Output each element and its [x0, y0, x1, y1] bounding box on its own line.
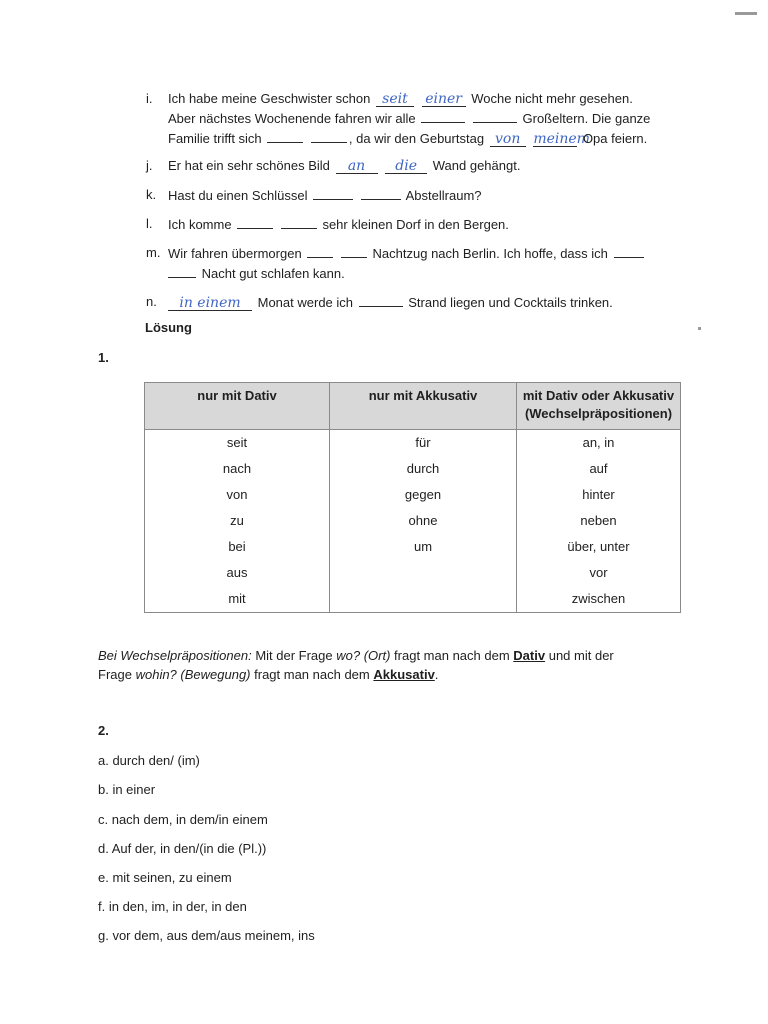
answer-item: b. in einer [98, 782, 156, 797]
answer-item: f. in den, im, in der, in den [98, 899, 247, 914]
table-cell: vor [517, 560, 681, 586]
handwritten-answer[interactable]: von [490, 132, 526, 147]
table-cell: hinter [517, 482, 681, 508]
note-text: Mit der Frage [255, 648, 333, 663]
exercise-l [146, 214, 706, 234]
exercise-letter: k. [146, 187, 157, 202]
note-question: wohin? (Bewegung) [135, 667, 251, 682]
wechselpraepositionen-note [98, 646, 698, 684]
note-text: fragt man nach dem [254, 667, 370, 682]
table-cell: bei [145, 534, 330, 560]
table-cell: um [330, 534, 517, 560]
note-text: und mit der [548, 648, 614, 663]
answer-item: g. vor dem, aus dem/aus meinem, ins [98, 928, 315, 943]
answer-blank[interactable] [361, 185, 401, 200]
handwritten-answer[interactable]: in einem [168, 296, 252, 311]
table-row [145, 430, 681, 457]
exercise-text: sehr kleinen Dorf in den Bergen. [322, 217, 509, 232]
table-cell [330, 560, 517, 586]
table-cell: ohne [330, 508, 517, 534]
exercise-letter: j. [146, 158, 153, 173]
exercise-line [168, 243, 706, 263]
part-2-number: 2. [98, 723, 109, 738]
exercise-text: Monat werde ich [257, 295, 354, 310]
table-row [145, 456, 681, 482]
exercise-letter: i. [146, 91, 153, 106]
exercise-line [168, 128, 706, 148]
exercise-j [146, 156, 706, 175]
answer-blank[interactable] [267, 128, 303, 143]
answer-blank[interactable] [281, 214, 317, 229]
table-row [145, 508, 681, 534]
answer-blank[interactable] [473, 108, 517, 123]
answer-item: c. nach dem, in dem/in einem [98, 812, 268, 827]
exercise-text: Abstellraum? [405, 188, 482, 203]
exercise-text: Ich komme [168, 217, 232, 232]
note-case: Akkusativ [373, 667, 435, 682]
exercise-text: Großeltern. Die ganze [522, 111, 651, 126]
exercise-line [168, 108, 706, 128]
table-row [145, 560, 681, 586]
answer-blank[interactable] [307, 243, 333, 258]
note-text: fragt man nach dem [394, 648, 510, 663]
header-wechsel [517, 383, 681, 430]
exercise-text: Aber nächstes Wochenende fahren wir alle [168, 111, 416, 126]
scan-speck [698, 327, 701, 330]
exercise-text: Woche nicht mehr gesehen. [471, 91, 633, 106]
exercise-line [168, 89, 706, 108]
table-row [145, 534, 681, 560]
table-header-row [145, 383, 681, 430]
header-akkusativ: nur mit Akkusativ [330, 383, 517, 430]
note-text: Frage [98, 667, 132, 682]
handwritten-answer[interactable]: meinem [533, 131, 590, 147]
handwritten-answer[interactable]: die [385, 159, 427, 174]
header-wechsel-line1: mit Dativ oder Akkusativ [522, 388, 675, 403]
exercise-letter: m. [146, 245, 161, 260]
table-row [145, 586, 681, 613]
header-dativ: nur mit Dativ [145, 383, 330, 430]
table-cell: seit [145, 430, 330, 457]
exercise-text: Strand liegen und Cocktails trinken. [408, 295, 613, 310]
exercise-text: Wand gehängt. [432, 158, 521, 173]
answer-item: d. Auf der, in den/(in die (Pl.)) [98, 841, 267, 856]
table-cell: von [145, 482, 330, 508]
table-row [145, 482, 681, 508]
answer-blank[interactable] [237, 214, 273, 229]
handwritten-answer[interactable]: seit [376, 92, 414, 107]
handwritten-answer[interactable]: einer [422, 92, 466, 107]
table-cell: nach [145, 456, 330, 482]
exercise-line [168, 263, 706, 283]
table-cell: durch [330, 456, 517, 482]
answer-blank[interactable] [341, 243, 367, 258]
table-cell: zu [145, 508, 330, 534]
exercise-k [146, 185, 706, 205]
table-cell: neben [517, 508, 681, 534]
table-cell: aus [145, 560, 330, 586]
answer-blank[interactable] [614, 243, 644, 258]
part-1-number: 1. [98, 350, 109, 365]
scan-speck [735, 12, 757, 15]
exercise-text: Opa feiern. [582, 131, 648, 146]
exercise-n [146, 292, 706, 312]
table-cell: gegen [330, 482, 517, 508]
exercise-text: Familie trifft sich [168, 131, 262, 146]
exercise-i [146, 89, 706, 148]
exercise-m [146, 243, 706, 283]
note-label: Bei Wechselpräpositionen: [98, 648, 252, 663]
table-cell: über, unter [517, 534, 681, 560]
answer-item: e. mit seinen, zu einem [98, 870, 232, 885]
table-cell: an, in [517, 430, 681, 457]
exercise-letter: n. [146, 294, 157, 309]
answer-blank[interactable] [313, 185, 353, 200]
note-case: Dativ [513, 648, 546, 663]
exercise-letter: l. [146, 216, 153, 231]
exercise-text: Ich habe meine Geschwister schon [168, 91, 371, 106]
table-cell: auf [517, 456, 681, 482]
preposition-table [144, 382, 681, 613]
table-cell: für [330, 430, 517, 457]
table-cell: zwischen [517, 586, 681, 613]
exercise-text: Er hat ein sehr schönes Bild [168, 158, 330, 173]
header-wechsel-line2: (Wechselpräpositionen) [524, 406, 673, 421]
note-text: . [434, 667, 439, 682]
answer-blank[interactable] [311, 128, 347, 143]
exercise-text: Hast du einen Schlüssel [168, 188, 308, 203]
answer-blank[interactable] [421, 108, 465, 123]
answer-blank[interactable] [359, 292, 403, 307]
exercise-text: , da wir den Geburtstag [348, 131, 485, 146]
table-cell [330, 586, 517, 613]
exercise-text: Nachtzug nach Berlin. Ich hoffe, dass ich [372, 246, 608, 261]
note-question: wo? (Ort) [336, 648, 391, 663]
handwritten-answer[interactable]: an [336, 159, 378, 174]
exercise-text: Wir fahren übermorgen [168, 246, 302, 261]
solution-heading: Lösung [145, 320, 192, 335]
table-cell: mit [145, 586, 330, 613]
answer-item: a. durch den/ (im) [98, 753, 200, 768]
answer-blank[interactable] [168, 263, 196, 278]
exercise-text: Nacht gut schlafen kann. [201, 266, 345, 281]
